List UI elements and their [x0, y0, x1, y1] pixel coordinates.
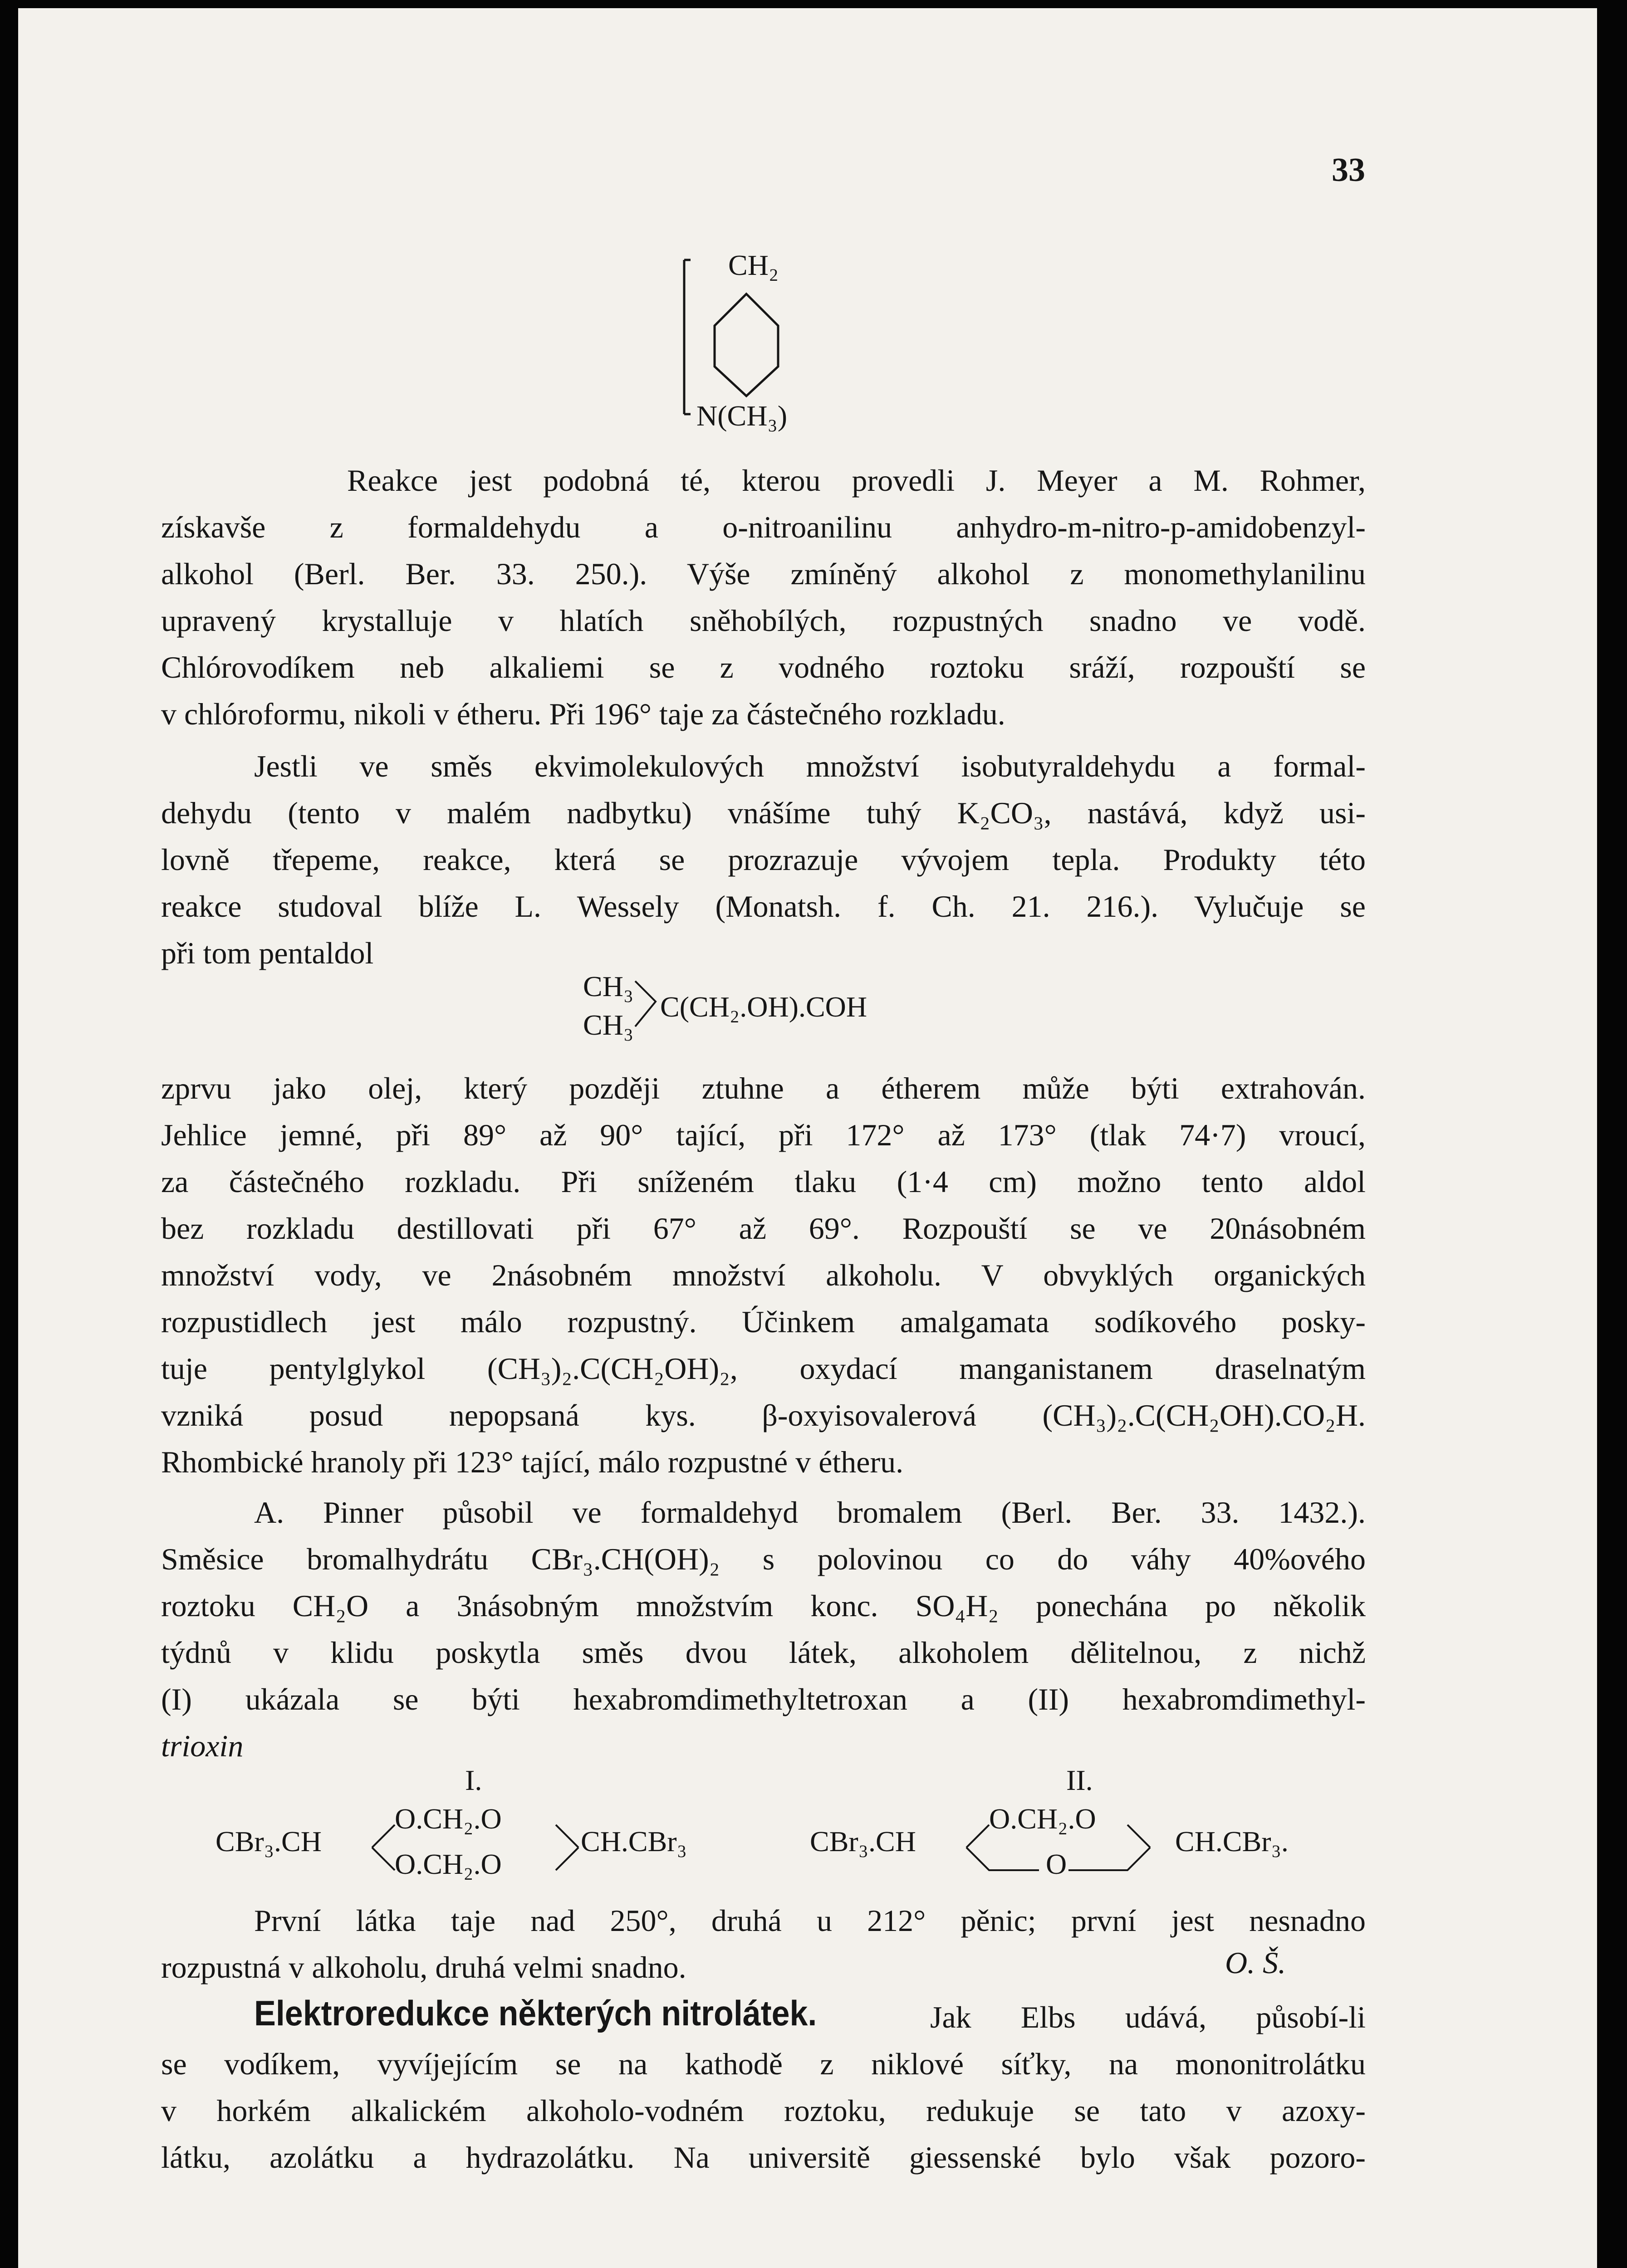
paragraph-1-line-5: Chlórovodíkem neb alkaliemi se z vodného roztoku sráží, rozpouští se — [161, 650, 1366, 684]
paragraph-3-line-1: zprvu jako olej, který později ztuhne a étherem může býti extrahován. — [161, 1071, 1366, 1105]
paragraph-3-line-6: rozpustidlech jest málo rozpustný. Účinkem amalgamata sodíkového posky- — [161, 1305, 1366, 1339]
formula-1-left: CBr₃.CH — [216, 1825, 322, 1857]
ring-bottom-label: N(CH₃) — [696, 400, 788, 432]
paragraph-3-line-9: Rhombické hranoly při 123° tající, málo rozpustné v étheru. — [161, 1445, 904, 1479]
formula-1-right: CH.CBr₃ — [581, 1825, 687, 1857]
ring-top-label: CH₂ — [728, 249, 779, 281]
section-line-4: látku, azolátku a hydrazolátku. Na universitě giessenské bylo však pozoro- — [161, 2140, 1366, 2175]
paragraph-2-line-3: lovně třepeme, reakce, která se prozrazuje vývojem tepla. Produkty této — [161, 842, 1366, 877]
paragraph-4-line-5: (I) ukázala se býti hexabromdimethyltetroxan a (II) hexabromdimethyl- — [161, 1682, 1366, 1716]
section-line-3: v horkém alkalickém alkoholo-vodném roztoku, redukuje se tato v azoxy- — [161, 2093, 1366, 2128]
paragraph-1-line-4: upravený krystalluje v hlatích sněhobílých, rozpustných snadno ve vodě. — [161, 603, 1366, 638]
author-initials: O. Š. — [1225, 1945, 1286, 1980]
formula-2-left: CBr₃.CH — [810, 1825, 916, 1857]
formula-2-right: CH.CBr₃. — [1175, 1825, 1289, 1857]
paragraph-3-line-2: Jehlice jemné, při 89° až 90° tající, při 172° až 173° (tlak 74·7) vroucí, — [161, 1118, 1366, 1152]
paragraph-4-line-1: A. Pinner působil ve formaldehyd bromalem (Berl. Ber. 33. 1432.). — [254, 1495, 1366, 1530]
paragraph-2-line-2: dehydu (tento v malém nadbytku) vnášíme tuhý K₂CO₃, nastává, když usi- — [161, 796, 1366, 830]
section-line-2: se vodíkem, vyvíjejícím se na kathodě z niklové síťky, na mononitrolátku — [161, 2047, 1366, 2081]
paragraph-4-line-6: trioxin — [161, 1729, 244, 1763]
formula-1-top: O.CH₂.O — [395, 1803, 502, 1835]
formula-label-2: II. — [1066, 1764, 1093, 1796]
paragraph-1-line-2: získavše z formaldehydu a o-nitroanilinu anhydro-m-nitro-p-amidobenzyl- — [161, 510, 1366, 544]
formula-2-bottom: O — [1046, 1848, 1067, 1880]
paragraph-3-line-7: tuje pentylglykol (CH₃)₂.C(CH₂OH)₂, oxydací manganistanem draselnatým — [161, 1351, 1366, 1386]
paragraph-1-line-3: alkohol (Berl. Ber. 33. 250.). Výše zmíněný alkohol z monomethylanilinu — [161, 557, 1366, 591]
paragraph-2-line-4: reakce studoval blíže L. Wessely (Monatsh. f. Ch. 21. 216.). Vylučuje se — [161, 889, 1366, 924]
formula-2-top: O.CH₂.O — [989, 1803, 1096, 1835]
paragraph-3-line-4: bez rozkladu destillovati při 67° až 69°. Rozpouští se ve 20násobném — [161, 1211, 1366, 1246]
pentaldol-rest: C(CH₂.OH).COH — [660, 991, 867, 1023]
formula-label-1: I. — [465, 1764, 482, 1796]
paragraph-4-line-2: Směsice bromalhydrátu CBr₃.CH(OH)₂ s polovinou co do váhy 40%ového — [161, 1542, 1366, 1576]
paragraph-1-line-6: v chlóroformu, nikoli v étheru. Při 196° taje za částečného rozkladu. — [161, 697, 1005, 731]
paragraph-4-line-3: roztoku CH₂O a 3násobným množstvím konc. SO₄H₂ ponechána po několik — [161, 1589, 1366, 1623]
paragraph-3-line-8: vzniká posud nepopsaná kys. β-oxyisovalerová (CH₃)₂.C(CH₂OH).CO₂H. — [161, 1398, 1366, 1432]
book-page — [18, 8, 1597, 2268]
paragraph-4-line-4: týdnů v klidu poskytla směs dvou látek, alkoholem dělitelnou, z nichž — [161, 1635, 1366, 1670]
paragraph-5-line-2: rozpustná v alkoholu, druhá velmi snadno. — [161, 1950, 686, 1984]
paragraph-1-line-1: Reakce jest podobná té, kterou provedli J. Meyer a M. Rohmer, — [347, 463, 1366, 498]
paragraph-3-line-5: množství vody, ve 2násobném množství alkoholu. V obvyklých organických — [161, 1258, 1366, 1292]
page-number: 33 — [1332, 152, 1365, 189]
paragraph-2-line-1: Jestli ve směs ekvimolekulových množství isobutyraldehydu a formal- — [254, 749, 1366, 783]
formula-bond-lines — [18, 8, 1597, 1959]
paragraph-5-line-1: První látka taje nad 250°, druhá u 212° pěnic; první jest nesnadno — [254, 1903, 1366, 1938]
paragraph-2-line-5: při tom pentaldol — [161, 936, 374, 970]
formula-1-bottom: O.CH₂.O — [395, 1848, 502, 1880]
section-heading: Elektroredukce některých nitrolátek. — [254, 1993, 817, 2033]
pentaldol-ch3-bottom: CH₃ — [583, 1009, 634, 1041]
section-line-1: Jak Elbs udává, působí-li — [930, 2000, 1366, 2034]
paragraph-3-line-3: za částečného rozkladu. Při sníženém tlaku (1·4 cm) možno tento aldol — [161, 1164, 1366, 1199]
pentaldol-ch3-top: CH₃ — [583, 970, 634, 1002]
